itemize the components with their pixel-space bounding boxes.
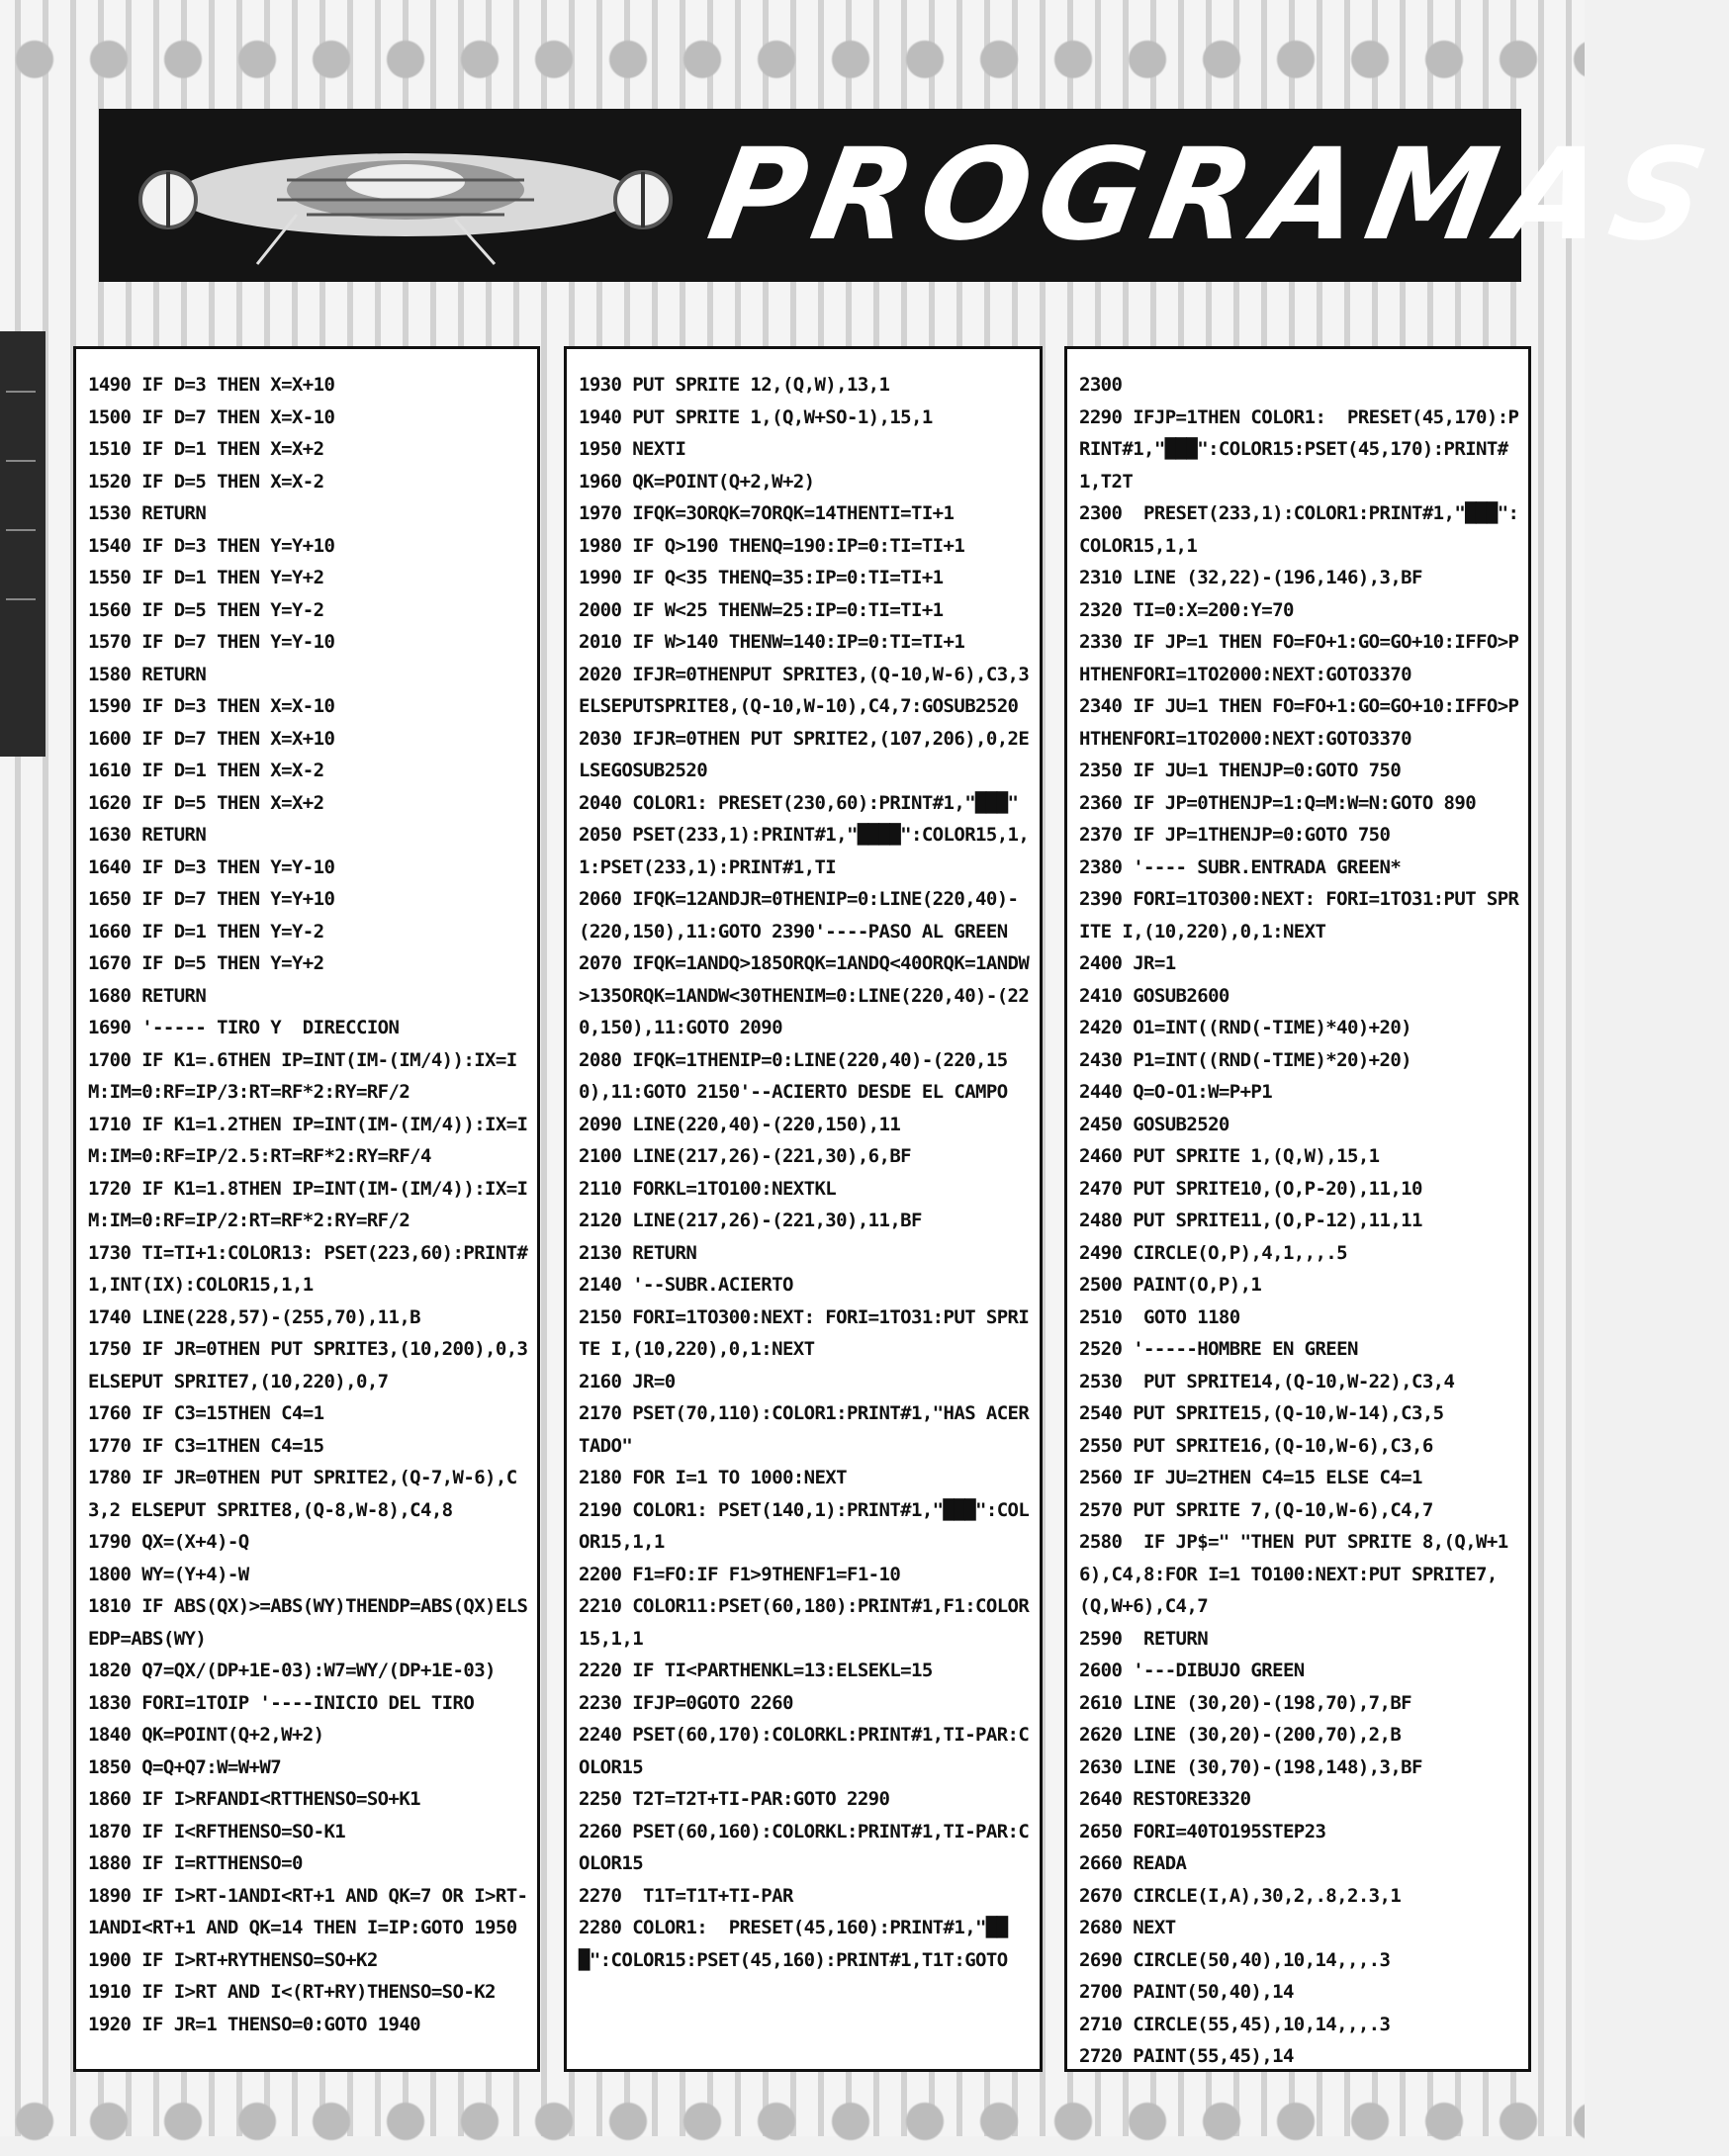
page-title: PROGRAMAS bbox=[698, 122, 1727, 269]
code-line: 2130 RETURN bbox=[579, 1241, 697, 1264]
code-line: 1780 IF JR=0THEN PUT SPRITE2,(Q-7,W-6),C3,2 ELSEPUT SPRITE8,(Q-8,W-8),C4,8 bbox=[88, 1467, 517, 1521]
code-line: 2040 COLOR1: PRESET(230,60):PRINT#1,"███" bbox=[579, 791, 1019, 814]
code-line: 2560 IF JU=2THEN C4=15 ELSE C4=1 bbox=[1079, 1467, 1422, 1488]
code-line: 2220 IF TI<PARTHENKL=13:ELSEKL=15 bbox=[579, 1660, 933, 1681]
code-line: 1820 Q7=QX/(DP+1E-03):W7=WY/(DP+1E-03) bbox=[88, 1660, 496, 1681]
code-line: 1830 FORI=1TOIP '----INICIO DEL TIRO bbox=[88, 1691, 475, 1714]
code-line: 2100 LINE(217,26)-(221,30),6,BF bbox=[579, 1145, 912, 1167]
code-line: 2090 LINE(220,40)-(220,150),11 bbox=[579, 1113, 901, 1135]
code-line: 2590 RETURN bbox=[1079, 1627, 1209, 1650]
code-line: 1970 IFQK=3ORQK=7ORQK=14THENTI=TI+1 bbox=[579, 502, 955, 524]
edge-mark bbox=[6, 391, 36, 401]
code-line: 2600 '---DIBUJO GREEN bbox=[1079, 1660, 1305, 1681]
code-line: 1510 IF D=1 THEN X=X+2 bbox=[88, 438, 324, 460]
code-line: 1950 NEXTI bbox=[579, 438, 686, 460]
code-line: 2460 PUT SPRITE 1,(Q,W),15,1 bbox=[1079, 1145, 1380, 1167]
code-line: 2530 PUT SPRITE14,(Q-10,W-22),C3,4 bbox=[1079, 1370, 1455, 1392]
code-line: 2690 CIRCLE(50,40),10,14,,,.3 bbox=[1079, 1948, 1391, 1971]
code-line: 2490 CIRCLE(O,P),4,1,,,.5 bbox=[1079, 1241, 1347, 1264]
code-line: 1740 LINE(228,57)-(255,70),11,B bbox=[88, 1305, 421, 1328]
code-line: 1890 IF I>RT-1ANDI<RT+1 AND QK=7 OR I>RT-1ANDI<RT+1 AND QK=14 THEN I=IP:GOTO 1950 bbox=[88, 1884, 528, 1938]
code-line: 1610 IF D=1 THEN X=X-2 bbox=[88, 760, 324, 781]
code-line: 2450 GOSUB2520 bbox=[1079, 1113, 1229, 1135]
code-line: 2060 IFQK=12ANDJR=0THENIP=0:LINE(220,40)-(220,150),11:GOTO 2390'----PASO AL GREEN bbox=[579, 888, 1019, 943]
code-line: 2580 IF JP$=" "THEN PUT SPRITE 8,(Q,W+16),C4,8:FOR I=1 TO100:NEXT:PUT SPRITE7,(Q,W+6),C4,7 bbox=[1079, 1531, 1508, 1617]
code-line: 2230 IFJP=0GOTO 2260 bbox=[579, 1691, 793, 1714]
code-line: 2280 COLOR1: PRESET(45,160):PRINT#1,"███":COLOR15:PSET(45,160):PRINT#1,T1T:GOTO bbox=[579, 1917, 1008, 1971]
code-line: 2640 RESTORE3320 bbox=[1079, 1788, 1251, 1810]
code-line: 2330 IF JP=1 THEN FO=FO+1:GO=GO+10:IFFO>PHTHENFORI=1TO2000:NEXT:GOTO3370 bbox=[1079, 631, 1519, 685]
code-line: 2020 IFJR=0THENPUT SPRITE3,(Q-10,W-6),C3,3ELSEPUTSPRITE8,(Q-10,W-10),C4,7:GOSUB2520 bbox=[579, 663, 1030, 717]
code-line: 2200 F1=FO:IF F1>9THENF1=F1-10 bbox=[579, 1563, 901, 1585]
code-line: 2290 IFJP=1THEN COLOR1: PRESET(45,170):PRINT#1,"███":COLOR15:PSET(45,170):PRINT#1,T2T bbox=[1079, 405, 1519, 493]
code-line: 1960 QK=POINT(Q+2,W+2) bbox=[579, 470, 815, 493]
code-line: 2300 bbox=[1079, 374, 1123, 396]
code-line: 1520 IF D=5 THEN X=X-2 bbox=[88, 470, 324, 493]
code-line: 2410 GOSUB2600 bbox=[1079, 984, 1229, 1007]
code-line: 2510 GOTO 1180 bbox=[1079, 1305, 1240, 1328]
code-line: 2150 FORI=1TO300:NEXT: FORI=1TO31:PUT SPRITE I,(10,220),0,1:NEXT bbox=[579, 1305, 1030, 1360]
code-line: 1770 IF C3=1THEN C4=15 bbox=[88, 1434, 324, 1457]
code-line: 1910 IF I>RT AND I<(RT+RY)THENSO=SO-K2 bbox=[88, 1981, 496, 2003]
code-line: 2190 COLOR1: PSET(140,1):PRINT#1,"███":COLOR15,1,1 bbox=[579, 1498, 1030, 1553]
spaceship-logo-icon bbox=[138, 121, 673, 269]
code-line: 2390 FORI=1TO300:NEXT: FORI=1TO31:PUT SPRITE I,(10,220),0,1:NEXT bbox=[1079, 888, 1519, 943]
code-line: 1710 IF K1=1.2THEN IP=INT(IM-(IM/4)):IX=IM:IM=0:RF=IP/2.5:RT=RF*2:RY=RF/4 bbox=[88, 1113, 528, 1167]
code-line: 1540 IF D=3 THEN Y=Y+10 bbox=[88, 534, 335, 557]
code-line: 1790 QX=(X+4)-Q bbox=[88, 1531, 249, 1553]
code-line: 2670 CIRCLE(I,A),30,2,.8,2.3,1 bbox=[1079, 1884, 1402, 1907]
code-line: 2030 IFJR=0THEN PUT SPRITE2,(107,206),0,2ELSEGOSUB2520 bbox=[579, 727, 1030, 781]
edge-mark bbox=[6, 598, 36, 608]
code-line: 1620 IF D=5 THEN X=X+2 bbox=[88, 791, 324, 814]
code-line: 1670 IF D=5 THEN Y=Y+2 bbox=[88, 952, 324, 974]
code-line: 2210 COLOR11:PSET(60,180):PRINT#1,F1:COLOR15,1,1 bbox=[579, 1595, 1030, 1650]
code-line: 1530 RETURN bbox=[88, 502, 207, 524]
code-line: 2610 LINE (30,20)-(198,70),7,BF bbox=[1079, 1691, 1412, 1714]
code-line: 2300 PRESET(233,1):COLOR1:PRINT#1,"███":COLOR15,1,1 bbox=[1079, 502, 1519, 557]
code-line: 1930 PUT SPRITE 12,(Q,W),13,1 bbox=[579, 374, 890, 396]
code-line: 2380 '---- SUBR.ENTRADA GREEN* bbox=[1079, 855, 1402, 878]
code-line: 1490 IF D=3 THEN X=X+10 bbox=[88, 374, 335, 396]
code-line: 2480 PUT SPRITE11,(O,P-12),11,11 bbox=[1079, 1210, 1422, 1231]
code-line: 2400 JR=1 bbox=[1079, 952, 1176, 974]
code-line: 2240 PSET(60,170):COLORKL:PRINT#1,TI-PAR:COLOR15 bbox=[579, 1724, 1030, 1778]
code-line: 1600 IF D=7 THEN X=X+10 bbox=[88, 727, 335, 750]
top-dot-border bbox=[0, 25, 1585, 94]
code-line: 1990 IF Q<35 THENQ=35:IP=0:TI=TI+1 bbox=[579, 567, 944, 588]
code-line: 2470 PUT SPRITE10,(O,P-20),11,10 bbox=[1079, 1177, 1422, 1200]
code-line: 2140 '--SUBR.ACIERTO bbox=[579, 1274, 793, 1296]
code-line: 1640 IF D=3 THEN Y=Y-10 bbox=[88, 855, 335, 878]
code-line: 2160 JR=0 bbox=[579, 1370, 676, 1392]
code-line: 2080 IFQK=1THENIP=0:LINE(220,40)-(220,150),11:GOTO 2150'--ACIERTO DESDE EL CAMPO bbox=[579, 1048, 1008, 1103]
code-line: 1760 IF C3=15THEN C4=1 bbox=[88, 1402, 324, 1424]
code-line: 1570 IF D=7 THEN Y=Y-10 bbox=[88, 631, 335, 653]
page-edge-strip bbox=[0, 331, 46, 757]
code-line: 1800 WY=(Y+4)-W bbox=[88, 1563, 249, 1585]
code-line: 2720 PAINT(55,45),14 bbox=[1079, 2045, 1294, 2067]
code-line: 2440 Q=O-O1:W=P+P1 bbox=[1079, 1081, 1273, 1103]
header-banner bbox=[99, 109, 1727, 282]
code-line: 1730 TI=TI+1:COLOR13: PSET(223,60):PRINT#1,INT(IX):COLOR15,1,1 bbox=[88, 1241, 528, 1296]
code-line: 1860 IF I>RFANDI<RTTHENSO=SO+K1 bbox=[88, 1788, 421, 1810]
code-line: 1700 IF K1=.6THEN IP=INT(IM-(IM/4)):IX=IM:IM=0:RF=IP/3:RT=RF*2:RY=RF/2 bbox=[88, 1048, 517, 1103]
code-line: 1720 IF K1=1.8THEN IP=INT(IM-(IM/4)):IX=IM:IM=0:RF=IP/2:RT=RF*2:RY=RF/2 bbox=[88, 1177, 528, 1231]
code-column-2 bbox=[564, 346, 1043, 2072]
code-line: 2420 O1=INT((RND(-TIME)*40)+20) bbox=[1079, 1017, 1412, 1038]
code-line: 2000 IF W<25 THENW=25:IP=0:TI=TI+1 bbox=[579, 598, 944, 621]
code-line: 1660 IF D=1 THEN Y=Y-2 bbox=[88, 920, 324, 943]
edge-mark bbox=[6, 529, 36, 539]
code-line: 2430 P1=INT((RND(-TIME)*20)+20) bbox=[1079, 1048, 1412, 1071]
code-line: 1840 QK=POINT(Q+2,W+2) bbox=[88, 1724, 324, 1746]
code-line: 2570 PUT SPRITE 7,(Q-10,W-6),C4,7 bbox=[1079, 1498, 1433, 1521]
code-line: 1650 IF D=7 THEN Y=Y+10 bbox=[88, 888, 335, 910]
code-line: 2050 PSET(233,1):PRINT#1,"████":COLOR15,1,1:PSET(233,1):PRINT#1,TI bbox=[579, 824, 1030, 878]
code-line: 1980 IF Q>190 THENQ=190:IP=0:TI=TI+1 bbox=[579, 534, 965, 557]
bottom-dot-border bbox=[0, 2087, 1585, 2156]
code-line: 1500 IF D=7 THEN X=X-10 bbox=[88, 405, 335, 428]
code-line: 1880 IF I=RTTHENSO=0 bbox=[88, 1852, 303, 1874]
code-line: 2170 PSET(70,110):COLOR1:PRINT#1,"HAS ACERTADO" bbox=[579, 1402, 1030, 1457]
code-line: 2620 LINE (30,20)-(200,70),2,B bbox=[1079, 1724, 1402, 1746]
code-line: 1920 IF JR=1 THENSO=0:GOTO 1940 bbox=[88, 2013, 421, 2035]
code-line: 2680 NEXT bbox=[1079, 1917, 1176, 1938]
code-line: 2110 FORKL=1TO100:NEXTKL bbox=[579, 1177, 837, 1200]
code-line: 1690 '----- TIRO Y DIRECCION bbox=[88, 1017, 400, 1038]
code-line: 2650 FORI=40TO195STEP23 bbox=[1079, 1820, 1326, 1842]
code-line: 2520 '-----HOMBRE EN GREEN bbox=[1079, 1338, 1358, 1360]
code-line: 2010 IF W>140 THENW=140:IP=0:TI=TI+1 bbox=[579, 631, 965, 653]
code-line: 2370 IF JP=1THENJP=0:GOTO 750 bbox=[1079, 824, 1391, 846]
code-line: 1560 IF D=5 THEN Y=Y-2 bbox=[88, 598, 324, 621]
code-line: 1900 IF I>RT+RYTHENSO=SO+K2 bbox=[88, 1948, 378, 1971]
code-line: 1870 IF I<RFTHENSO=SO-K1 bbox=[88, 1820, 346, 1842]
code-line: 2310 LINE (32,22)-(196,146),3,BF bbox=[1079, 567, 1422, 588]
code-line: 1850 Q=Q+Q7:W=W+W7 bbox=[88, 1755, 282, 1778]
code-line: 1590 IF D=3 THEN X=X-10 bbox=[88, 695, 335, 717]
code-column-3 bbox=[1064, 346, 1531, 2072]
code-line: 2630 LINE (30,70)-(198,148),3,BF bbox=[1079, 1755, 1422, 1778]
code-line: 2320 TI=0:X=200:Y=70 bbox=[1079, 598, 1294, 621]
code-line: 2250 T2T=T2T+TI-PAR:GOTO 2290 bbox=[579, 1788, 890, 1810]
code-line: 2180 FOR I=1 TO 1000:NEXT bbox=[579, 1467, 847, 1488]
code-line: 1750 IF JR=0THEN PUT SPRITE3,(10,200),0,3 ELSEPUT SPRITE7,(10,220),0,7 bbox=[88, 1338, 539, 1392]
code-line: 2070 IFQK=1ANDQ>185ORQK=1ANDQ<40ORQK=1ANDW>135ORQK=1ANDW<30THENIM=0:LINE(220,40)-(220,150),11:GOTO 2090 bbox=[579, 952, 1030, 1038]
code-line: 2360 IF JP=0THENJP=1:Q=M:W=N:GOTO 890 bbox=[1079, 791, 1477, 814]
code-line: 2540 PUT SPRITE15,(Q-10,W-14),C3,5 bbox=[1079, 1402, 1444, 1424]
code-line: 2500 PAINT(O,P),1 bbox=[1079, 1274, 1262, 1296]
code-line: 1630 RETURN bbox=[88, 824, 207, 846]
code-line: 1580 RETURN bbox=[88, 663, 207, 685]
code-line: 2120 LINE(217,26)-(221,30),11,BF bbox=[579, 1210, 922, 1231]
code-line: 1810 IF ABS(QX)>=ABS(WY)THENDP=ABS(QX)ELSEDP=ABS(WY) bbox=[88, 1595, 528, 1650]
code-column-1 bbox=[73, 346, 540, 2072]
code-line: 2710 CIRCLE(55,45),10,14,,,.3 bbox=[1079, 2013, 1391, 2035]
edge-mark bbox=[6, 460, 36, 470]
code-line: 2660 READA bbox=[1079, 1852, 1187, 1874]
code-line: 2340 IF JU=1 THEN FO=FO+1:GO=GO+10:IFFO>PHTHENFORI=1TO2000:NEXT:GOTO3370 bbox=[1079, 695, 1519, 750]
code-line: 1940 PUT SPRITE 1,(Q,W+SO-1),15,1 bbox=[579, 405, 933, 428]
code-line: 2260 PSET(60,160):COLORKL:PRINT#1,TI-PAR:COLOR15 bbox=[579, 1820, 1030, 1874]
code-line: 1680 RETURN bbox=[88, 984, 207, 1007]
code-line: 2270 T1T=T1T+TI-PAR bbox=[579, 1884, 793, 1907]
code-line: 1550 IF D=1 THEN Y=Y+2 bbox=[88, 567, 324, 588]
code-line: 2350 IF JU=1 THENJP=0:GOTO 750 bbox=[1079, 760, 1402, 781]
code-line: 2700 PAINT(50,40),14 bbox=[1079, 1981, 1294, 2003]
code-line: 2550 PUT SPRITE16,(Q-10,W-6),C3,6 bbox=[1079, 1434, 1433, 1457]
